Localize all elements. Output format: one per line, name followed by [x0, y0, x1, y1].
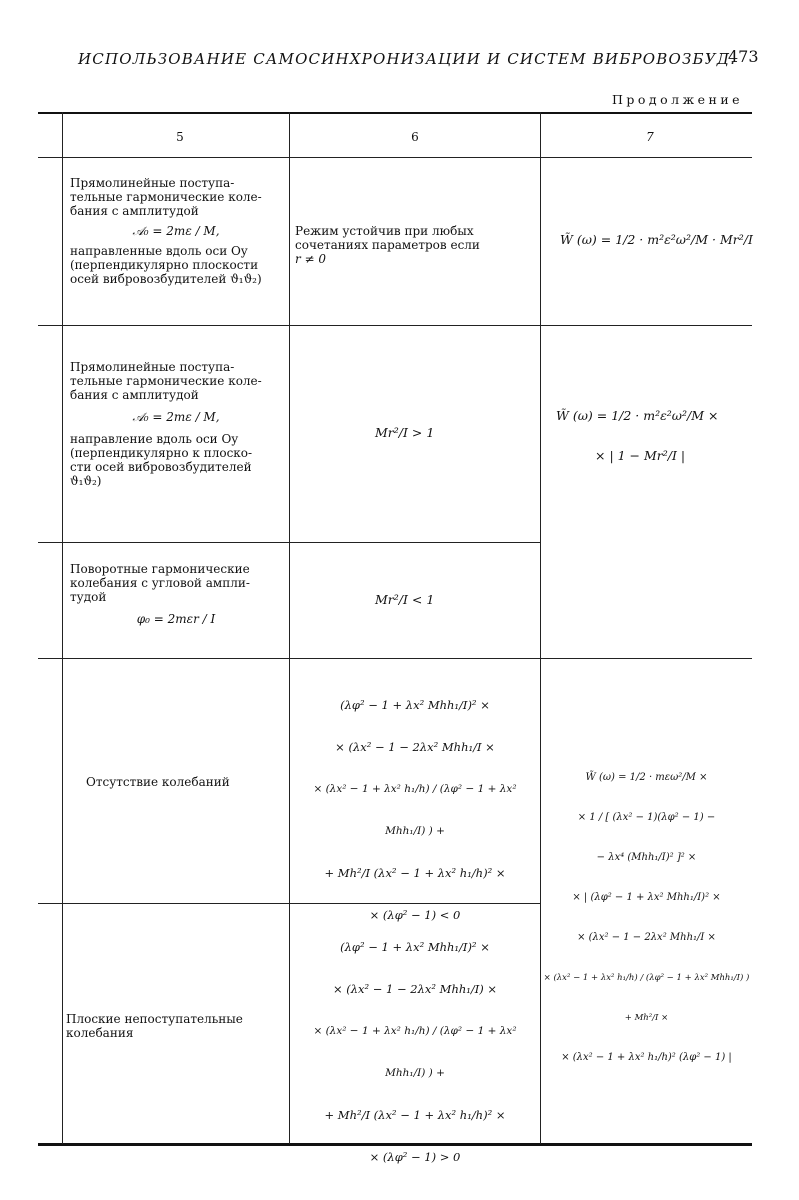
formula-line: × (λx² − 1 + λx² h₁/h) / (λφ² − 1 + λx² Mhh₁/I) ) +	[313, 1025, 517, 1079]
formula-line: (λφ² − 1 + λx² Mhh₁/I)² ×	[340, 698, 490, 712]
row2-col6-condition: Mr²/I > 1	[375, 425, 435, 440]
row1-col7-formula: W̃ (ω) = 1/2 · m²ε²ω²/M · Mr²/I	[560, 232, 753, 247]
row4-col6-condition	[294, 684, 536, 936]
formula-line: W̃ (ω) = 1/2 · mεω²/M ×	[585, 772, 708, 783]
rows4-5-col7-formula	[543, 758, 750, 1078]
row3-bottom-rule	[38, 658, 752, 659]
row5-col6-condition	[294, 926, 536, 1178]
text-line: r ≠ 0	[295, 252, 327, 266]
table-top-rule	[38, 112, 752, 114]
formula-line: × (λφ² − 1) > 0	[369, 1150, 461, 1164]
angular-amplitude-formula: φ₀ = 2mεr / I	[136, 612, 216, 626]
text-line: сти осей вибровозбудителей	[70, 460, 252, 474]
text-line: бания с амплитудой	[70, 388, 199, 402]
amplitude-formula: 𝒜₀ = 2mε / M,	[132, 224, 220, 238]
row2-col7-formula-line2: × | 1 − Mr²/I |	[595, 448, 686, 463]
row2-col5-text	[70, 360, 282, 488]
text-line: колебания	[66, 1026, 134, 1040]
continuation-label: Продолжение	[612, 92, 744, 107]
running-head: ИСПОЛЬЗОВАНИЕ САМОСИНХРОНИЗАЦИИ И СИСТЕМ ВИБРОВОЗБУД.	[78, 50, 737, 68]
text-line: сочетаниях параметров если	[295, 238, 480, 252]
formula-line: × (λx² − 1 − 2λx² Mhh₁/I ×	[577, 932, 716, 943]
formula-line: × (λx² − 1 + λx² h₁/h) / (λφ² − 1 + λx² Mhh₁/I) ) +	[313, 783, 517, 837]
text-line: Прямолинейные поступа-	[70, 176, 235, 190]
text-line: Прямолинейные поступа-	[70, 360, 235, 374]
text-line: направление вдоль оси Oy	[70, 432, 239, 446]
text-line: ϑ₁ϑ₂)	[70, 474, 102, 488]
formula-line: − λx⁴ (Mhh₁/I)² ]² ×	[596, 852, 697, 863]
formula-line: × (λx² − 1 − 2λx² Mhh₁/I) ×	[332, 982, 498, 996]
row4-col5-text: Отсутствие колебаний	[86, 775, 230, 789]
formula-line: × (λx² − 1 − 2λx² Mhh₁/I ×	[335, 740, 495, 754]
text-line: (перпендикулярно к плоско-	[70, 446, 253, 460]
text-line: Плоские непоступательные	[66, 1012, 243, 1026]
page-number: 473	[728, 47, 759, 66]
col-divider-left	[62, 112, 63, 1144]
formula-line: + Mh²/I (λx² − 1 + λx² h₁/h)² ×	[324, 866, 506, 880]
col-divider-6-7	[540, 112, 541, 1144]
formula-line: + Mh²/I (λx² − 1 + λx² h₁/h)² ×	[324, 1108, 506, 1122]
formula-line: × (λx² − 1 + λx² h₁/h) / (λφ² − 1 + λx² Mhh₁/I) ) + Mh²/I ×	[543, 973, 750, 1023]
text-line: Режим устойчив при любых	[295, 224, 474, 238]
formula-line: × 1 / [ (λx² − 1)(λφ² − 1) −	[577, 812, 716, 823]
column-header-6: 6	[411, 130, 419, 144]
row1-col5-text	[70, 176, 282, 286]
column-header-7: 7	[646, 130, 654, 144]
text-line: бания с амплитудой	[70, 204, 199, 218]
text-line: тельные гармонические коле-	[70, 374, 262, 388]
formula-line: × (λφ² − 1) < 0	[369, 908, 461, 922]
amplitude-formula: 𝒜₀ = 2mε / M,	[132, 410, 220, 424]
text-line: колебания с угловой ампли-	[70, 576, 250, 590]
formula-line: (λφ² − 1 + λx² Mhh₁/I)² ×	[340, 940, 490, 954]
text-line: Поворотные гармонические	[70, 562, 250, 576]
text-line: тудой	[70, 590, 107, 604]
row1-col6-text	[295, 224, 532, 266]
col-divider-5-6	[289, 112, 290, 1144]
formula-line: × | (λφ² − 1 + λx² Mhh₁/I)² ×	[572, 892, 721, 903]
text-line: осей вибровозбудителей ϑ₁ϑ₂)	[70, 272, 262, 286]
formula-line: × (λx² − 1 + λx² h₁/h)² (λφ² − 1) |	[561, 1052, 732, 1063]
row3-col5-text	[70, 562, 282, 634]
row3-col6-condition: Mr²/I < 1	[375, 592, 435, 607]
text-line: тельные гармонические коле-	[70, 190, 262, 204]
row2-col7-formula-line1: W̃ (ω) = 1/2 · m²ε²ω²/M ×	[556, 408, 719, 423]
column-header-5: 5	[176, 130, 184, 144]
row5-col5-text	[66, 1012, 281, 1040]
text-line: направленные вдоль оси Oy	[70, 244, 248, 258]
header-bottom-rule	[38, 157, 752, 158]
row1-bottom-rule	[38, 325, 752, 326]
text-line: (перпендикулярно плоскости	[70, 258, 259, 272]
